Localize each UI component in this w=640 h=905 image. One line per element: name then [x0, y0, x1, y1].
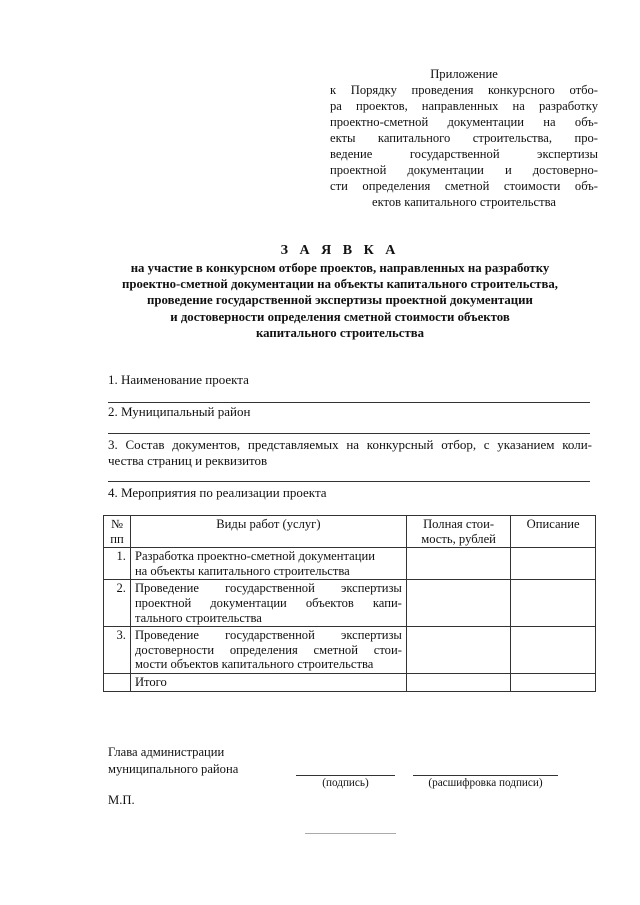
row-cost-cell[interactable]: [406, 580, 510, 627]
row-work-line: на объекты капитального строительства: [134, 563, 350, 578]
appendix-line: екты капитального строительства, про-: [330, 131, 598, 145]
works-table: [103, 515, 596, 692]
col-cost-header: [406, 516, 510, 548]
row-work: [130, 580, 406, 627]
col-description-header: Описание: [511, 516, 596, 548]
appendix-line: проектной документации и достоверно-: [330, 163, 598, 177]
table-header-row: [104, 516, 596, 548]
appendix-line: к Порядку проведения конкурсного отбо-: [330, 83, 598, 97]
title-line: и достоверности определения сметной стоимости объектов: [170, 309, 510, 324]
row-cost-cell[interactable]: [406, 627, 510, 674]
stamp-label: М.П.: [108, 793, 135, 807]
appendix-block: [330, 66, 598, 210]
row-work: [130, 627, 406, 674]
footer-divider: [305, 833, 396, 834]
row-work-line: Проведение государственной экспертизы: [134, 581, 402, 596]
table-total-row: [104, 673, 596, 691]
section-documents-line: чества страниц и реквизитов: [108, 453, 268, 468]
col-num-label: №: [110, 517, 123, 531]
head-title-line: Глава администрации: [108, 745, 225, 759]
appendix-line: ра проектов, направленных на разработку: [330, 99, 598, 113]
row-work-line: Проведение государственной экспертизы: [134, 628, 402, 643]
row-num: 2.: [104, 580, 131, 627]
row-work-line: Разработка проектно-сметной документации: [134, 549, 375, 564]
table-row: [104, 627, 596, 674]
title-main: З А Я В К А: [280, 243, 400, 258]
row-description-cell[interactable]: [511, 580, 596, 627]
col-cost-label: Полная стои-: [423, 517, 495, 531]
row-work: [130, 548, 406, 580]
row-description-cell[interactable]: [511, 548, 596, 580]
appendix-line: проектно-сметной документации на объ-: [330, 115, 598, 129]
section-measures: 4. Мероприятия по реализации проекта: [108, 485, 327, 500]
row-work-line: проектной документации объектов капи-: [134, 595, 402, 610]
title-line: проведение государственной экспертизы проектной документации: [147, 293, 533, 308]
signature-caption: (подпись): [322, 777, 369, 789]
section-documents: [108, 437, 592, 469]
row-num: 1.: [104, 548, 131, 580]
col-cost-label: мость, рублей: [421, 531, 496, 546]
row-work-line: достоверности определения сметной стои-: [134, 642, 402, 657]
col-num-label: пп: [110, 531, 124, 546]
col-num-header: [104, 516, 131, 548]
total-num-cell: [104, 673, 131, 691]
table-row: [104, 548, 596, 580]
head-title: [108, 744, 238, 778]
row-cost-cell[interactable]: [406, 548, 510, 580]
appendix-line: сти определения сметной стоимости объ-: [330, 179, 598, 193]
total-cost-cell[interactable]: [406, 673, 510, 691]
appendix-heading: Приложение: [430, 67, 498, 81]
total-label: Итого: [130, 673, 406, 691]
table-row: [104, 580, 596, 627]
fill-line: [108, 481, 590, 482]
signature-line[interactable]: [296, 775, 395, 776]
title-line: на участие в конкурсном отборе проектов, направленных на разработку: [130, 261, 550, 275]
head-title-line: муниципального района: [108, 762, 239, 776]
row-num: 3.: [104, 627, 131, 674]
fill-line: [108, 402, 590, 403]
row-description-cell[interactable]: [511, 627, 596, 674]
col-works-header: Виды работ (услуг): [130, 516, 406, 548]
appendix-line: ектов капитального строительства: [372, 195, 556, 209]
section-project-name: 1. Наименование проекта: [108, 372, 249, 387]
section-documents-line: 3. Состав документов, представляемых на конкурсный отбор, с указанием коли-: [108, 437, 592, 452]
title-line: проектно-сметной документации на объекты капитального строительства,: [122, 277, 558, 292]
title-line: капитального строительства: [255, 325, 425, 340]
section-district: 2. Муниципальный район: [108, 404, 251, 419]
decode-line[interactable]: [413, 775, 558, 776]
row-work-line: тального строительства: [134, 610, 262, 625]
appendix-line: ведение государственной экспертизы: [330, 147, 598, 161]
document-title: [60, 242, 620, 341]
decode-caption: (расшифровка подписи): [428, 777, 543, 789]
fill-line: [108, 433, 590, 434]
total-description-cell[interactable]: [511, 673, 596, 691]
row-work-line: мости объектов капитального строительства: [134, 657, 374, 672]
